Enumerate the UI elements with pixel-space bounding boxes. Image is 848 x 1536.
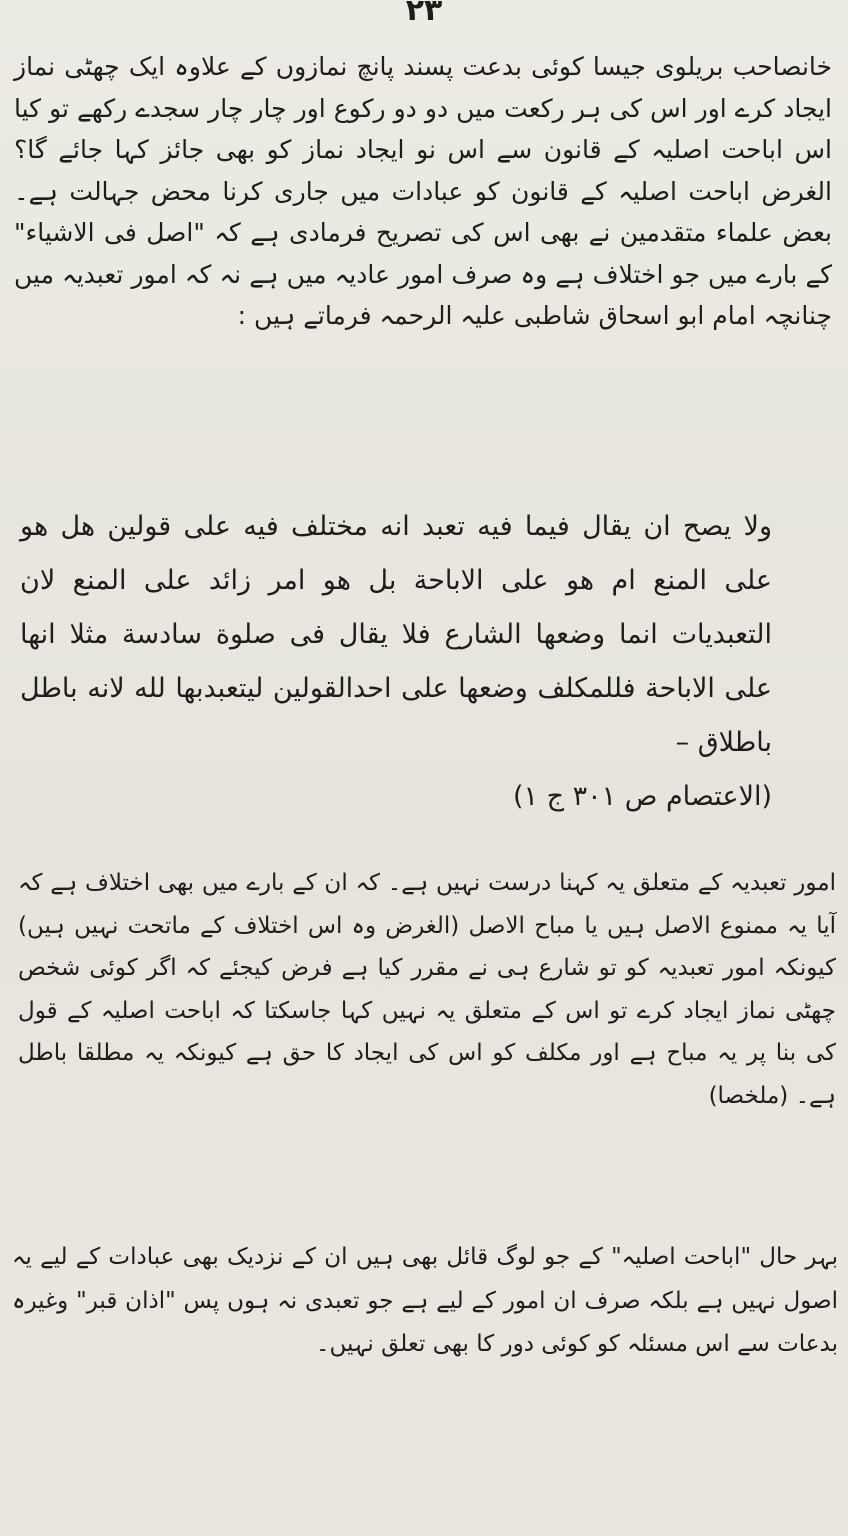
page-number: ٢٣ xyxy=(405,0,443,28)
quote-citation: (الاعتصام ص ۳۰۱ ج ۱) xyxy=(512,781,772,812)
commentary-paragraph: امور تعبدیہ کے متعلق یہ کہنا درست نہیں ہے۔ کہ ان کے بارے میں بھی اختلاف ہے کہ آیا یہ ممنوع الاصل ہیں یا مباح الاصل (الغرض وہ اس اختلاف کے ماتحت نہیں ہیں) کیونکہ امور تعبدیہ کو تو شارع ہی نے مقرر کیا ہے فرض کیجئے کہ اگر کوئی شخص چھٹی نماز ایجاد کرے تو اس کے متعلق یہ نہیں کہا جاسکتا کہ اباحت اصلیہ کے قول کی بنا پر یہ مباح ہے اور مکلف کو اس کی ایجاد کا حق ہے کیونکہ یہ مطلقا باطل ہے۔ (ملخصا) xyxy=(18,870,836,1109)
conclusion-paragraph: بہر حال "اباحت اصلیہ" کے جو لوگ قائل بھی ہیں ان کے نزدیک بھی عبادات کے لیے یہ اصول نہیں ہے بلکہ صرف ان امور کے لیے ہے جو تعبدی نہ ہوں پس "اذان قبر" وغیرہ بدعات سے اس مسئلہ کو کوئی دور کا بھی تعلق نہیں۔ xyxy=(12,1244,838,1357)
arabic-quote-text: ولا يصح ان يقال فيما فيه تعبد انه مختلف فيه على قولين هل هو على المنع ام هو على الاباحة بل هو امر زائد على المنع لان التعبديات انما وضعها الشارع فلا يقال فى صلوة سادسة مثلا انها على الاباحة فللمكلف وضعها على احدالقولين ليتعبدبها لله لانه باطل باطلاق – xyxy=(20,511,772,758)
arabic-quote-block xyxy=(20,500,772,824)
intro-paragraph: خانصاحب بریلوی جیسا کوئی بدعت پسند پانچ نمازوں کے علاوہ ایک چھٹی نماز ایجاد کرے اور اس کی ہر رکعت میں دو دو رکوع اور چار چار سجدے رکھے تو کیا اس اباحت اصلیہ کے قانون سے اس نو ایجاد نماز کو بھی جائز کہا جائے گا؟ الغرض اباحت اصلیہ کے قانون کو عبادات میں جاری کرنا محض جہالت ہے۔ بعض علماء متقدمین نے بھی اس کی تصریح فرمادی ہے کہ "اصل فی الاشیاء" کے بارے میں جو اختلاف ہے وہ صرف امور عادیہ میں ہے نہ کہ امور تعبدیہ میں چنانچہ امام ابو اسحاق شاطبی علیہ الرحمہ فرماتے ہیں : xyxy=(14,52,832,330)
